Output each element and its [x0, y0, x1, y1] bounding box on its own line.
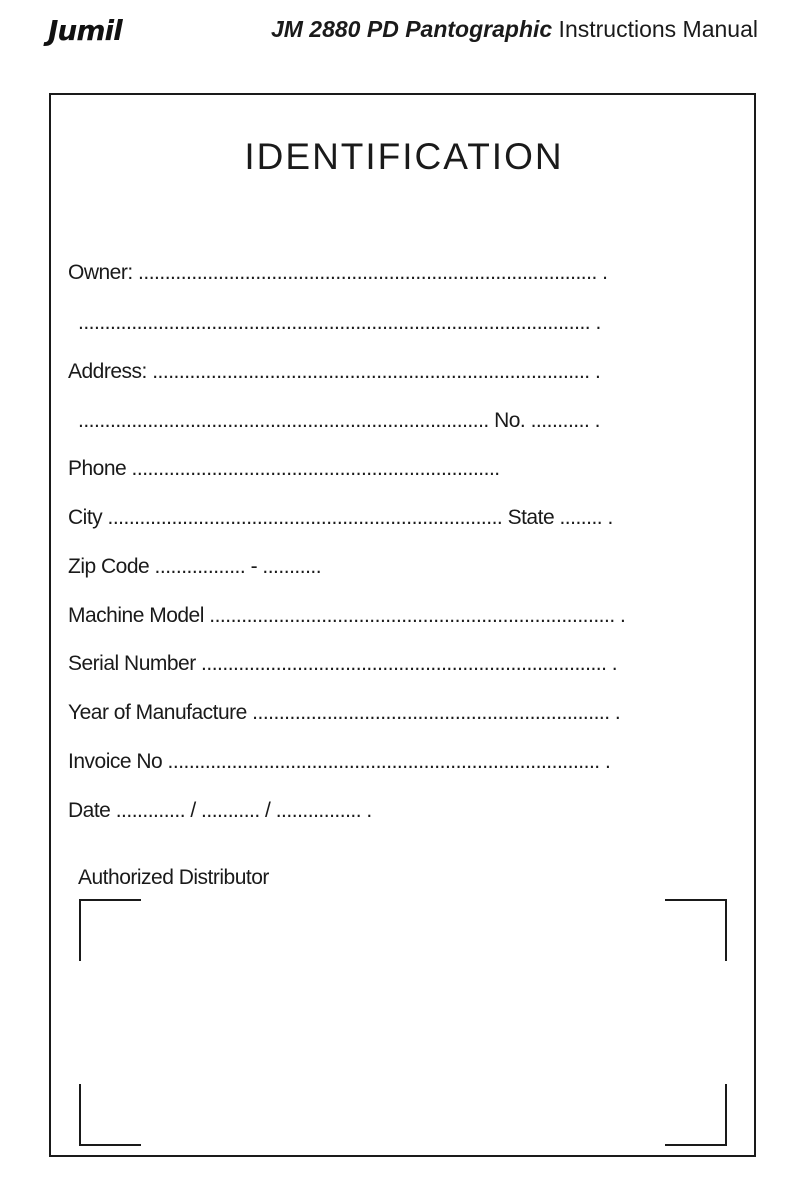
address-field[interactable]: Address: .................................................................................. .: [68, 360, 601, 383]
owner-line-2[interactable]: ................................................................................................ .: [78, 311, 601, 334]
year-of-manufacture-field[interactable]: Year of Manufacture ................................................................... .: [68, 701, 621, 724]
machine-model-field[interactable]: Machine Model ............................................................................ .: [68, 604, 626, 627]
stamp-corner-top-left: [79, 899, 141, 961]
zip-code-field[interactable]: Zip Code ................. - ...........: [68, 555, 322, 578]
document-title: [271, 16, 758, 43]
machine-model-title: JM 2880 PD Pantographic: [270, 16, 553, 42]
stamp-corner-top-right: [665, 899, 727, 961]
stamp-corner-bottom-left: [79, 1084, 141, 1146]
phone-field[interactable]: Phone .....................................................................: [68, 457, 500, 480]
city-state-field[interactable]: City .......................................................................... State ........ .: [68, 506, 613, 529]
section-title: IDENTIFICATION: [244, 136, 564, 177]
jumil-logo: Jumil: [48, 14, 122, 47]
owner-field[interactable]: Owner: ...................................................................................... .: [68, 261, 608, 284]
manual-title: Instructions Manual: [552, 16, 758, 42]
page-header: [0, 0, 808, 70]
invoice-no-field[interactable]: Invoice No ................................................................................. .: [68, 750, 611, 773]
address-line-2[interactable]: ............................................................................. No. ........... .: [78, 409, 600, 432]
date-field[interactable]: Date ............. / ........... / ................ .: [68, 799, 372, 822]
stamp-corner-bottom-right: [665, 1084, 727, 1146]
authorized-distributor-label: Authorized Distributor: [78, 866, 269, 889]
serial-number-field[interactable]: Serial Number ............................................................................ .: [68, 652, 618, 675]
